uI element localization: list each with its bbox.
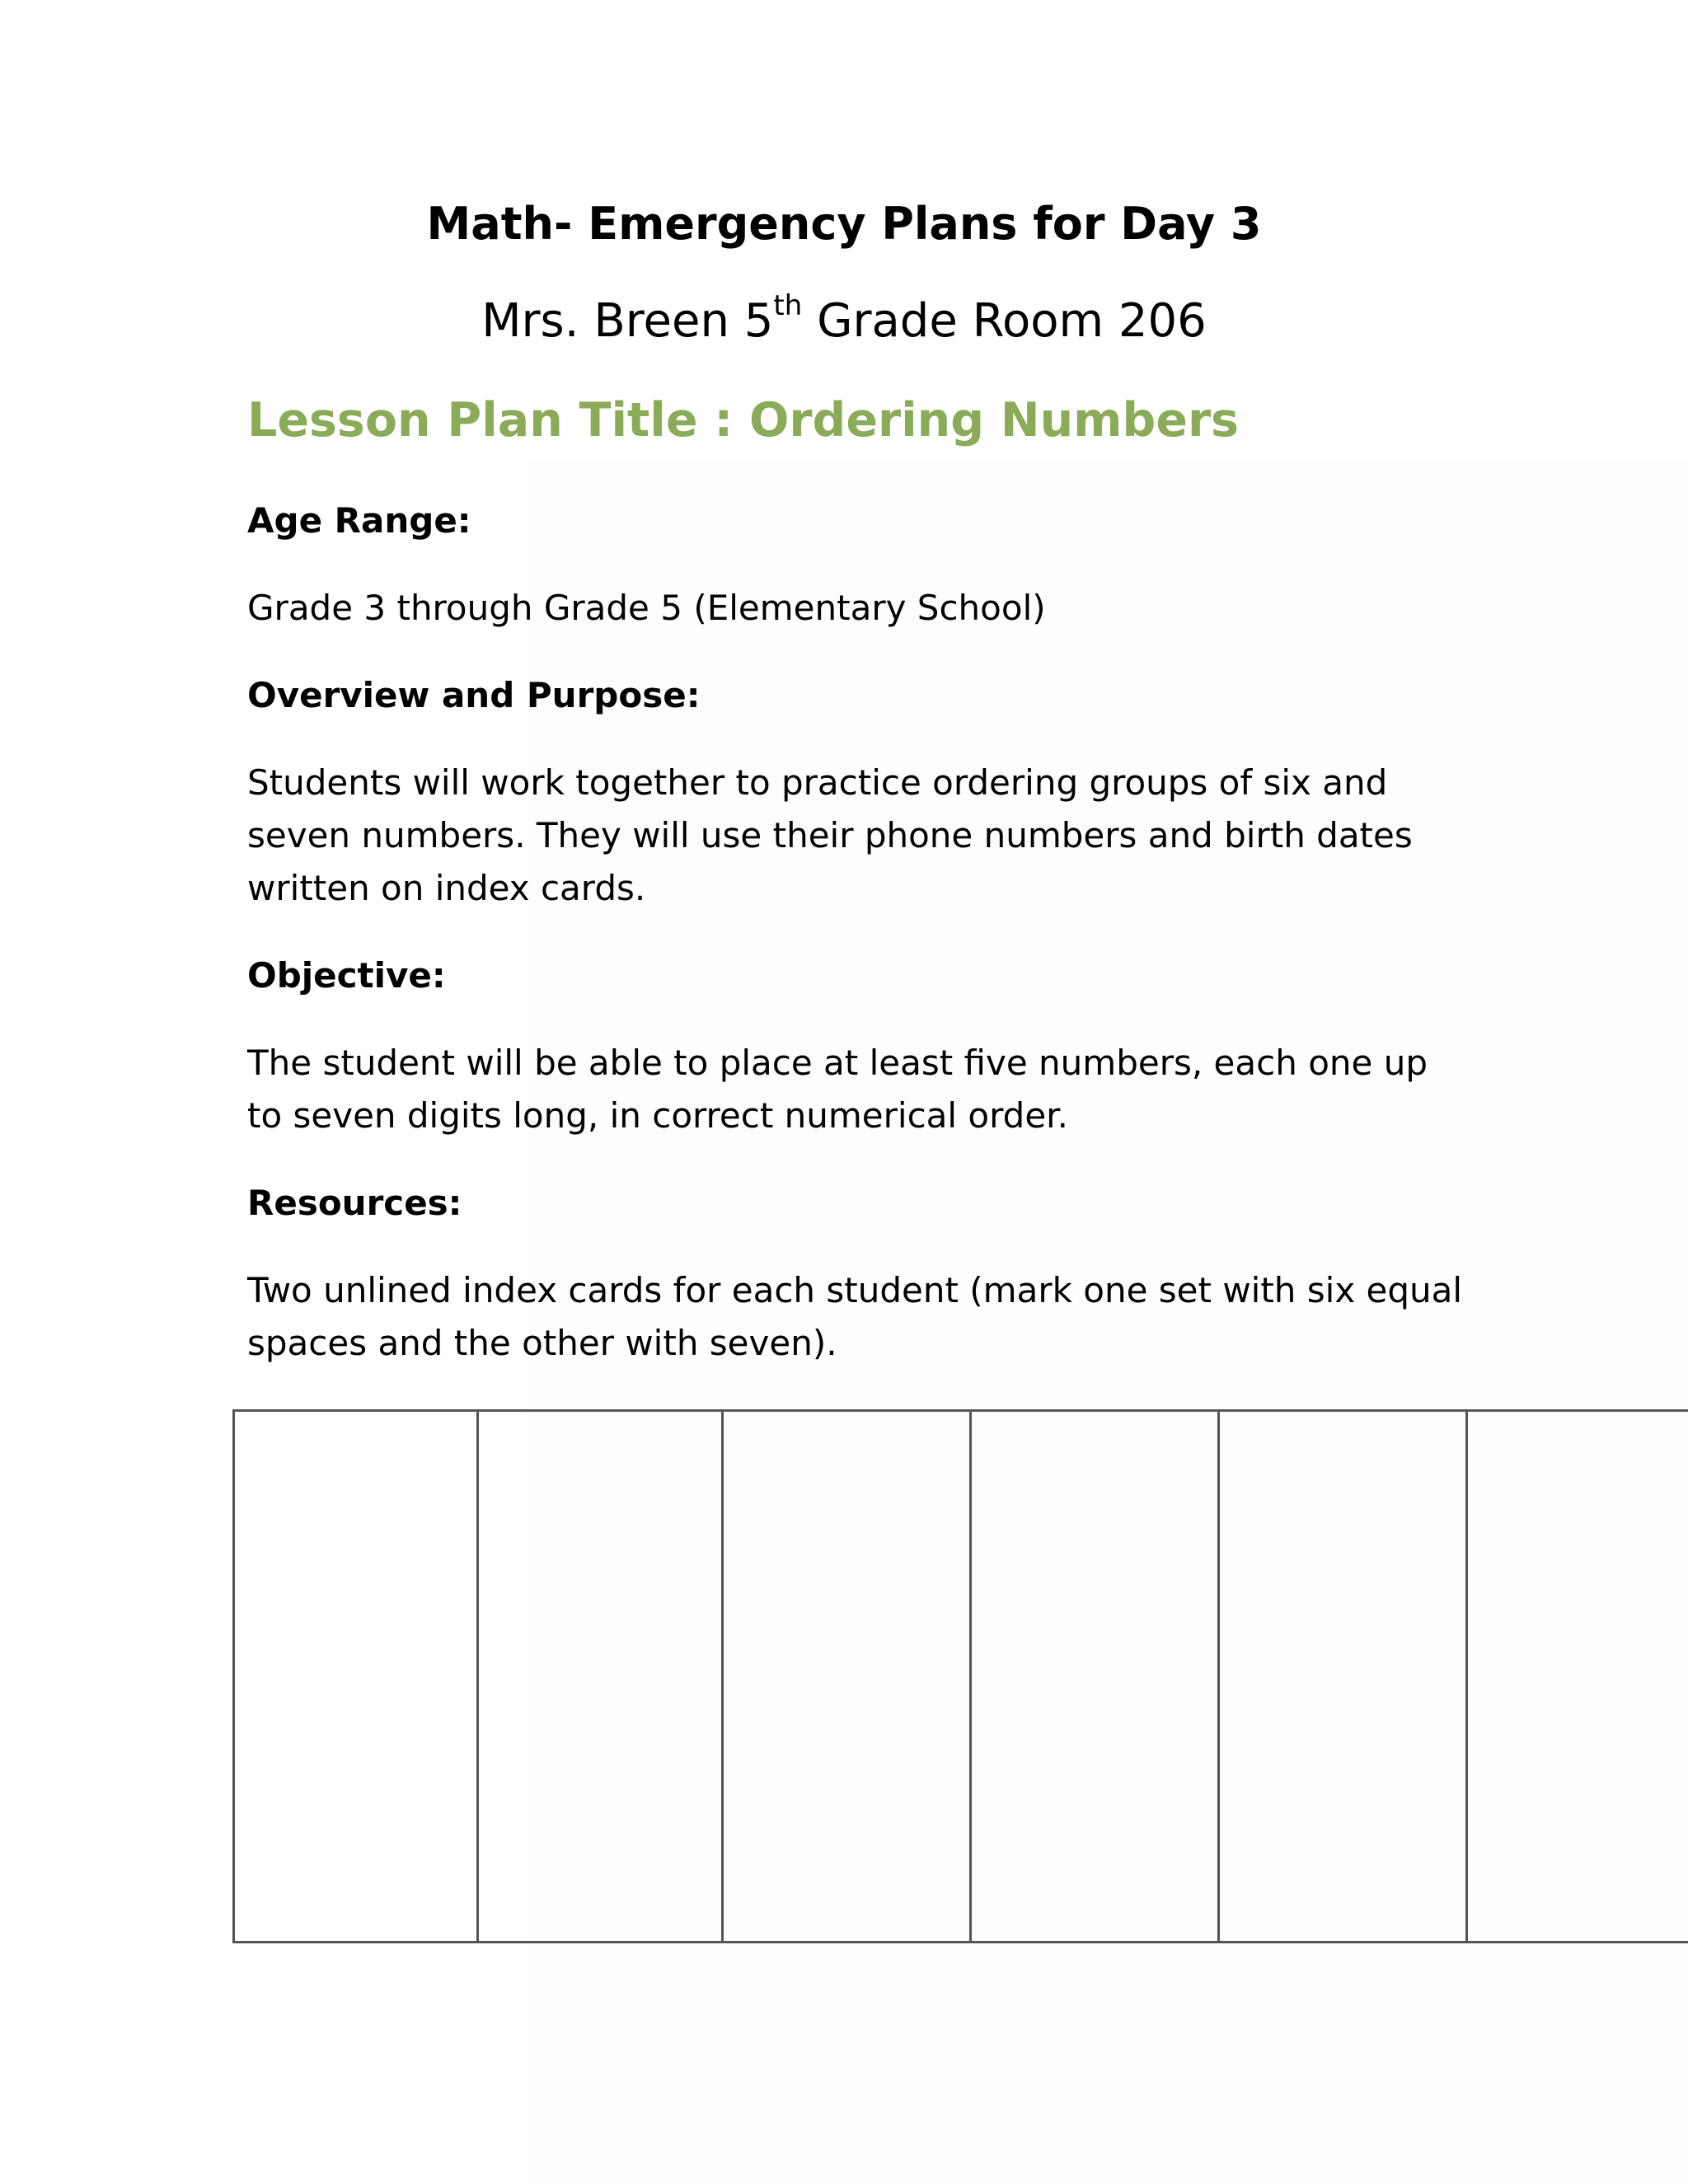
section-body-resources: Two unlined index cards for each student (mark one set with six equal spaces and the other with seven).	[247, 1270, 1463, 1363]
section-heading-objective: Objective:	[247, 955, 446, 996]
index-card-divider	[969, 1409, 972, 1943]
subtitle-room: Grade Room 206	[802, 294, 1207, 348]
lesson-plan-title: Lesson Plan Title : Ordering Numbers	[247, 393, 1240, 448]
section-heading-resources: Resources:	[247, 1183, 462, 1223]
index-card-divider	[232, 1409, 235, 1943]
index-card-divider	[1217, 1409, 1220, 1943]
section-body-overview: Students will work together to practice ordering groups of six and seven numbers. They will use their phone numbers and birth dates written on index cards.	[247, 762, 1413, 908]
subtitle-ordinal-suffix: th	[773, 289, 803, 322]
subtitle-teacher-grade: Mrs. Breen 5	[481, 294, 774, 348]
index-card-divider	[1465, 1409, 1468, 1943]
page-title: Math- Emergency Plans for Day 3	[426, 198, 1262, 250]
index-card-divider	[476, 1409, 479, 1943]
index-card-spaces	[232, 1409, 1688, 1943]
index-card-top-edge	[232, 1409, 1688, 1412]
section-body-age-range: Grade 3 through Grade 5 (Elementary School)	[247, 588, 1046, 628]
index-card-bottom-edge	[232, 1941, 1688, 1943]
index-card-divider	[721, 1409, 724, 1943]
section-body-objective: The student will be able to place at least five numbers, each one up to seven digits long, in correct numerical order.	[247, 1043, 1428, 1136]
teacher-subtitle	[0, 288, 1688, 354]
section-heading-overview: Overview and Purpose:	[247, 675, 701, 715]
section-heading-age-range: Age Range:	[247, 500, 471, 541]
